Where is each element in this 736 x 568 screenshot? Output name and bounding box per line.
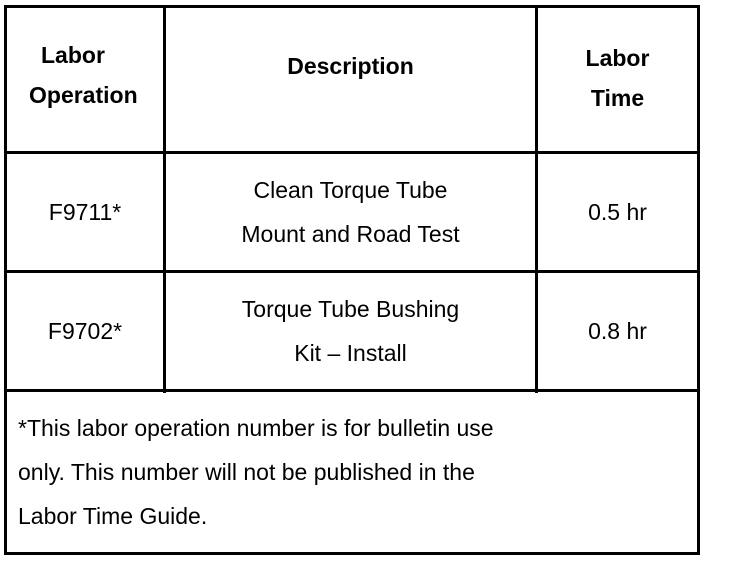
operation-code: F9702*: [47, 318, 123, 344]
footnote-line: Labor Time Guide.: [18, 503, 208, 529]
footnote: [18, 406, 678, 538]
header-labor-operation-line2: Operation: [29, 82, 138, 108]
header-labor-time-line1: Labor: [585, 45, 650, 71]
table-row-2-time: [538, 273, 697, 389]
description-line: Torque Tube Bushing: [241, 296, 460, 322]
header-labor-operation-line1: Labor: [41, 42, 105, 68]
table-row-2-operation: [7, 273, 163, 389]
description-line: Clean Torque Tube: [253, 177, 448, 203]
description-line: Kit – Install: [294, 340, 407, 366]
footnote-line: *This labor operation number is for bulletin use: [18, 415, 494, 441]
table-row-2-description: [166, 273, 535, 389]
labor-time-value: 0.5 hr: [588, 199, 647, 225]
footnote-line: only. This number will not be published in the: [18, 459, 475, 485]
labor-time-value: 0.8 hr: [588, 318, 647, 344]
table-row-1-time: [538, 154, 697, 270]
description-line: Mount and Road Test: [241, 221, 460, 247]
row-divider: [4, 389, 700, 392]
header-description-label: Description: [287, 52, 414, 79]
table-row-1-operation: [7, 154, 163, 270]
header-description: [166, 8, 535, 123]
header-labor-time-line2: Time: [590, 85, 645, 111]
table-row-1-description: [166, 154, 535, 270]
operation-code: F9711*: [48, 199, 122, 225]
header-labor-operation: [7, 20, 163, 130]
header-labor-time: [538, 38, 697, 118]
